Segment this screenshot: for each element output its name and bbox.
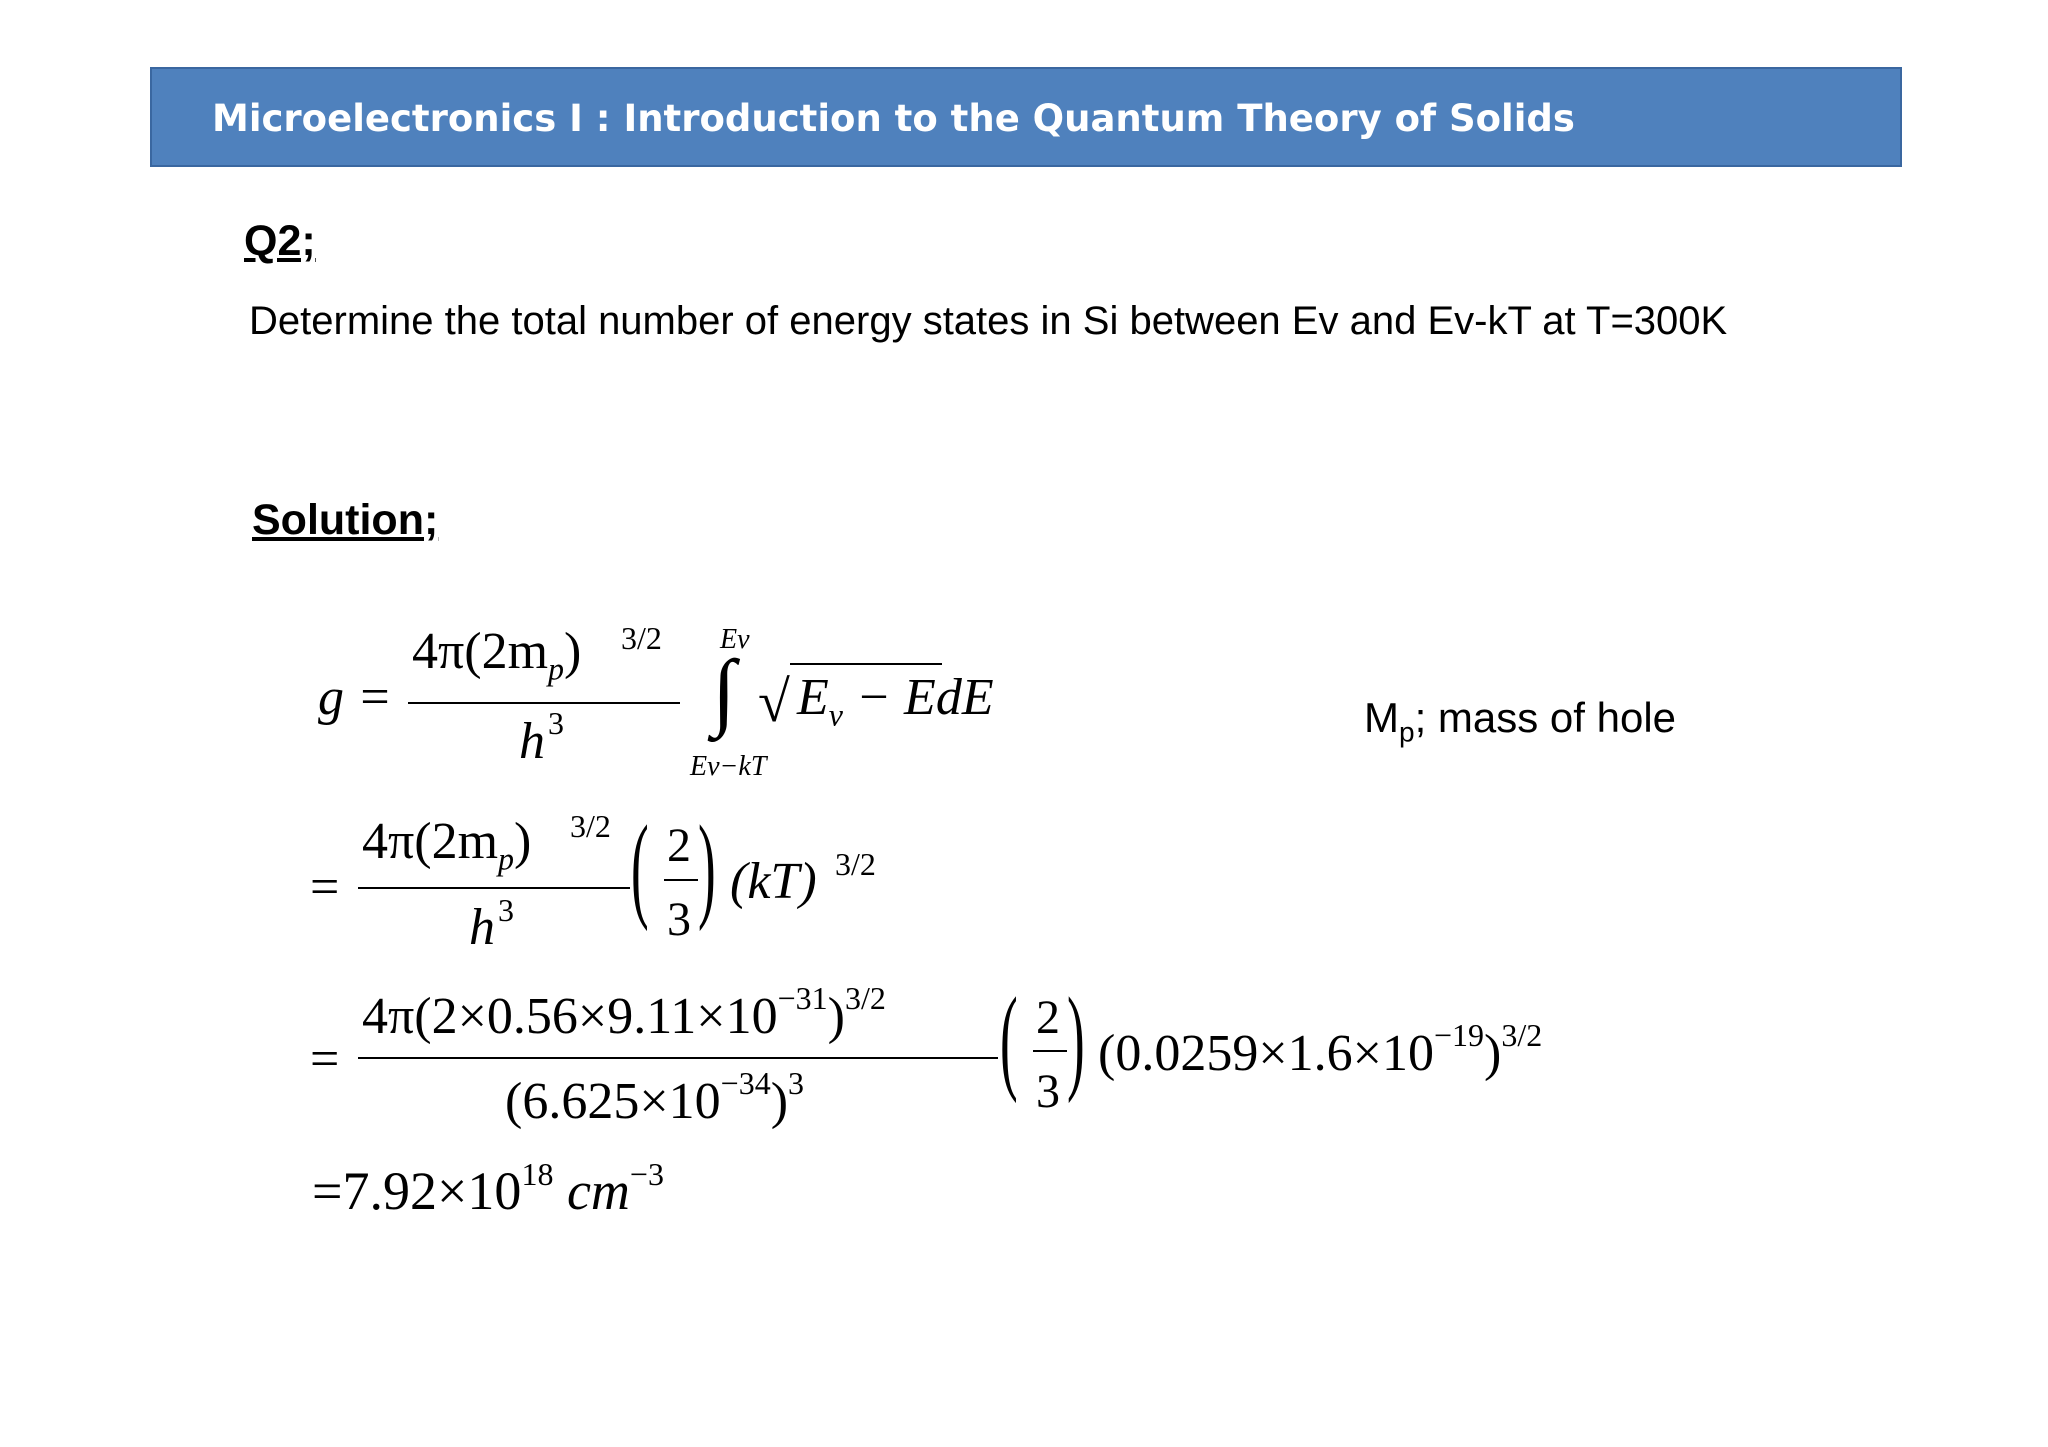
eq1-numerator: $4\pi(2m_p)$ <box>412 623 582 687</box>
eq1-denominator: h <box>519 713 545 770</box>
eq1-lhs: g = <box>318 669 393 726</box>
eq3-numerator: $4\pi(2\times 0.56\times 9.11\times 10^{-31})^{3/2}$ <box>362 980 886 1045</box>
eq2-right-paren: ) <box>698 801 716 932</box>
eq3-equals: = <box>310 1031 340 1088</box>
eq1-integrand: $E_v$ − EdE <box>797 669 994 733</box>
title-bar <box>150 67 1902 167</box>
eq1-fraction-bar <box>408 702 680 704</box>
slide-title: Microelectronics I : Introduction to the Quantum Theory of Solids <box>212 97 1575 140</box>
note-suffix: ; mass of hole <box>1414 694 1677 741</box>
eq2-tail-exponent: 3/2 <box>835 846 876 882</box>
integral-sign: ∫ <box>712 642 736 738</box>
eq3-denominator: $(6.625\times 10^{-34})^3$ <box>505 1065 805 1130</box>
eq2-fraction-bar <box>358 887 630 889</box>
eq1-lower-limit: Ev−kT <box>690 751 767 782</box>
eq2-two-thirds-num: 2 <box>667 819 691 872</box>
eq1-numerator-exponent: 3/2 <box>621 620 662 656</box>
eq2-two-thirds-bar <box>664 879 698 881</box>
eq2-denominator-exponent: 3 <box>498 892 514 928</box>
eq2-tail: (kT) <box>730 853 817 910</box>
sqrt-sign: √ <box>758 669 790 734</box>
eq3-two-thirds-num: 2 <box>1036 991 1060 1044</box>
note-subscript: p <box>1399 716 1415 748</box>
eq1-denominator-exponent: 3 <box>548 705 564 741</box>
eq2-two-thirds-den: 3 <box>667 893 691 946</box>
mass-of-hole-note <box>1364 694 1676 748</box>
eq3-two-thirds-den: 3 <box>1036 1065 1060 1118</box>
eq4-result: $=7.92\times 10^{18}$ $cm^{-3}$ <box>312 1156 664 1221</box>
question-label: Q2; <box>244 217 316 265</box>
solution-label: Solution; <box>252 496 439 544</box>
eq3-two-thirds-bar <box>1033 1050 1067 1052</box>
eq1-upper-limit: Ev <box>720 624 750 655</box>
eq2-denominator: h <box>469 899 495 956</box>
eq3-right-paren: ) <box>1067 973 1085 1104</box>
eq2-numerator-exponent: 3/2 <box>570 808 611 844</box>
eq2-numerator: $4\pi(2m_p)$ <box>362 813 532 877</box>
eq3-left-paren: ( <box>1000 973 1018 1104</box>
eq3-fraction-bar <box>358 1057 998 1059</box>
sqrt-overbar <box>790 663 942 665</box>
eq3-tail: $(0.0259\times 1.6\times 10^{-19})^{3/2}$ <box>1098 1017 1543 1082</box>
note-prefix: M <box>1364 694 1399 741</box>
question-text: Determine the total number of energy states in Si between Ev and Ev-kT at T=300K <box>249 299 1728 343</box>
eq2-left-paren: ( <box>631 801 649 932</box>
eq2-equals: = <box>310 859 340 916</box>
